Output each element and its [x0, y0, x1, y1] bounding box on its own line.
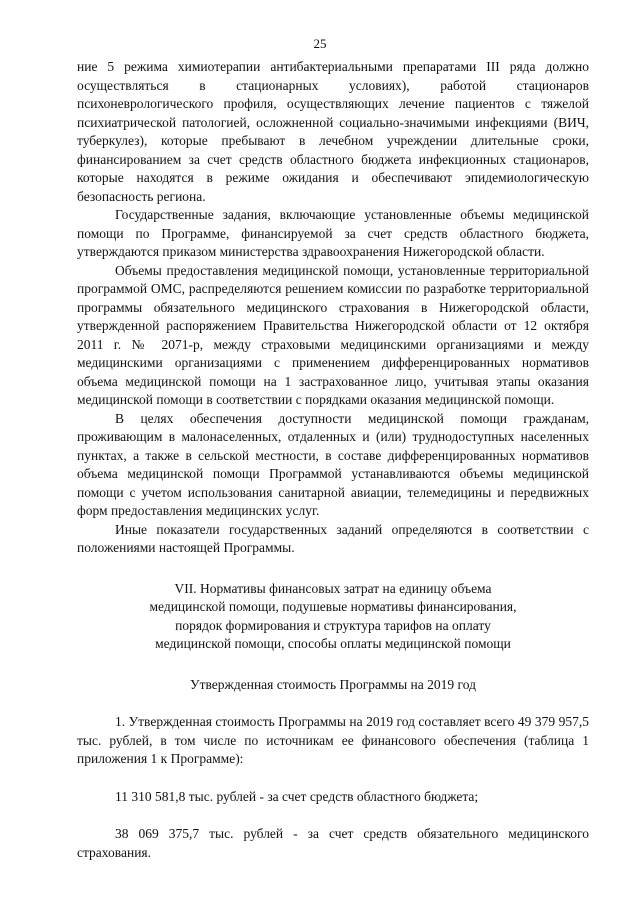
- paragraph-accessibility: В целях обеспечения доступности медицинской помощи гражданам, проживающим в малонаселенных, отдаленных и (или) труднодоступных населенных пунктах, а также в сельской местности, в составе дифференцированных нормативов объема медицинской помощи Программой устанавливаются объемы медицинской помощи с учетом использования санитарной авиации, телемедицины и передвижных форм предоставления медицинских услуг.: [77, 410, 589, 518]
- paragraph-other-indicators: Иные показатели государственных заданий определяются в соответствии с положениями настоящей Программы.: [77, 521, 589, 555]
- section-heading: [77, 580, 589, 654]
- section-heading-line: порядок формирования и структура тарифов на оплату: [175, 617, 491, 633]
- item-oms-funding: 38 069 375,7 тыс. рублей - за счет средств обязательного медицинского страхования.: [77, 826, 589, 860]
- page-number: 25: [313, 36, 327, 51]
- section-heading-line: медицинской помощи, подушевые нормативы финансирования,: [149, 599, 517, 614]
- item-total-cost: 1. Утвержденная стоимость Программы на 2019 год составляет всего 49 379 957,5 тыс. рублей, в том числе по источникам ее финансового обеспечения (таблица 1 приложения 1 к Программе):: [77, 714, 589, 766]
- paragraph-oms-volumes: Объемы предоставления медицинской помощи, установленные территориальной программой ОМС, распределяются решением комиссии по разработке территориальной программы обязательного медицинского страхования в Нижегородской области, утвержденной распоряжением Правительства Нижегородской области от 12 октября 2011 г. № 2071-р, между страховыми медицинскими организациями и между медицинскими организациями с применением дифференцированных нормативов объема медицинской помощи на 1 застрахованное лицо, учитывая этапы оказания медицинской помощи в соответствии с порядками оказания медицинской помощи.: [77, 262, 589, 407]
- sub-heading: Утвержденная стоимость Программы на 2019 год: [190, 676, 476, 692]
- paragraph-continuation: ние 5 режима химиотерапии антибактериальными препаратами III ряда должно осуществляться в стационарных условиях), работой стационаров психоневрологического профиля, осуществляющих лечение пациентов с тяжелой психиатрической патологией, осложненной социально-значимыми инфекциями (ВИЧ, туберкулез), которые пребывают в лечебном учреждении длительные сроки, финансированием за счет средств областного бюджета инфекционных стационаров, которые находятся в режиме ожидания и обеспечивают эпидемиологическую безопасность региона.: [77, 59, 589, 204]
- document-body: [77, 58, 589, 862]
- section-heading-line: медицинской помощи, способы оплаты медицинской помощи: [155, 636, 511, 651]
- paragraph-state-assignments: Государственные задания, включающие установленные объемы медицинской помощи по Программе, финансируемой за счет средств областного бюджета, утверждаются приказом министерства здравоохранения Нижегородской области.: [77, 207, 589, 259]
- item-regional-budget: 11 310 581,8 тыс. рублей - за счет средств областного бюджета;: [115, 788, 479, 804]
- section-heading-line: VII. Нормативы финансовых затрат на единицу объема: [174, 580, 492, 596]
